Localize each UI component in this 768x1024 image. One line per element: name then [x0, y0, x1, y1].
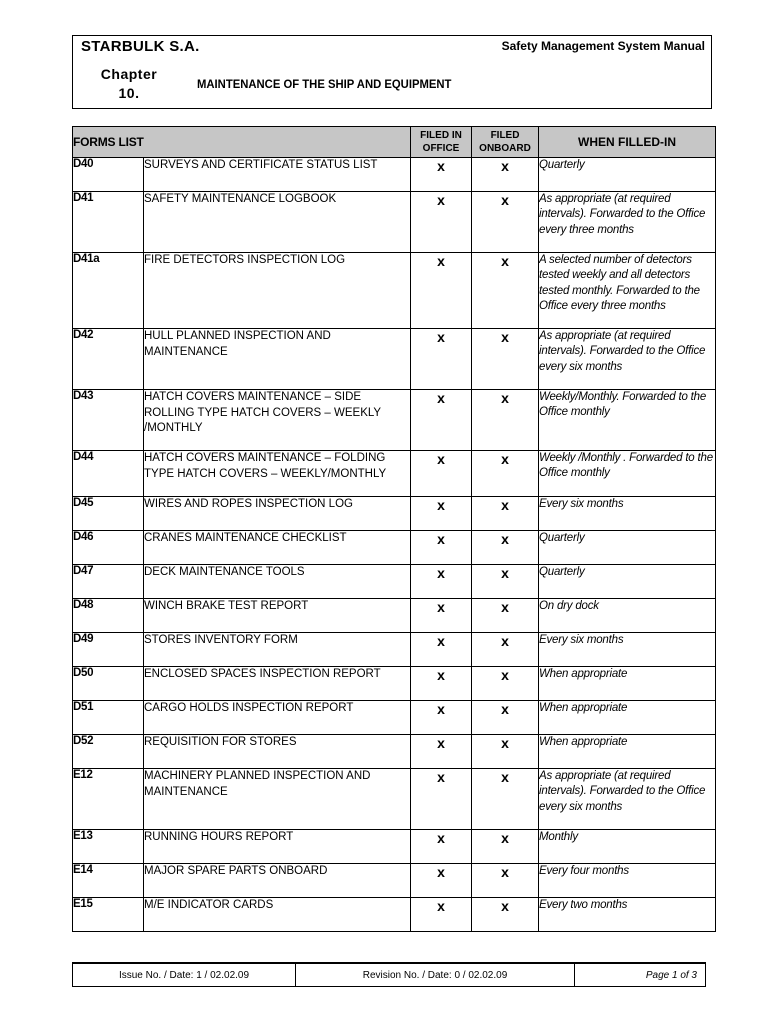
- form-code: D43: [73, 390, 144, 451]
- filed-in-office-mark: [411, 192, 472, 253]
- filed-onboard-mark: [472, 864, 539, 898]
- when-filled-in: Every six months: [539, 497, 716, 531]
- filed-onboard-mark: [472, 599, 539, 633]
- form-name: M/E INDICATOR CARDS: [144, 898, 411, 932]
- table-row: [73, 735, 716, 769]
- header-filed-in-office-line2: OFFICE: [422, 143, 460, 154]
- table-row: [73, 158, 716, 192]
- table-row: [73, 329, 716, 390]
- filed-onboard-mark: [472, 898, 539, 932]
- filed-onboard-mark: [472, 329, 539, 390]
- x-mark-icon: x: [501, 253, 509, 269]
- form-code: D50: [73, 667, 144, 701]
- table-row: [73, 599, 716, 633]
- forms-table: [72, 126, 716, 932]
- when-filled-in: On dry dock: [539, 599, 716, 633]
- filed-in-office-mark: [411, 864, 472, 898]
- x-mark-icon: x: [501, 830, 509, 846]
- when-filled-in: Quarterly: [539, 565, 716, 599]
- when-filled-in: Every six months: [539, 633, 716, 667]
- table-header-row: [73, 127, 716, 158]
- manual-title: Safety Management System Manual: [501, 39, 705, 53]
- table-row: [73, 701, 716, 735]
- x-mark-icon: x: [501, 451, 509, 467]
- when-filled-in: Weekly/Monthly. Forwarded to the Office monthly: [539, 390, 716, 451]
- x-mark-icon: x: [437, 158, 445, 174]
- filed-in-office-mark: [411, 390, 472, 451]
- header-filed-onboard-line2: ONBOARD: [479, 143, 531, 154]
- when-filled-in: Every two months: [539, 898, 716, 932]
- when-filled-in: As appropriate (at required intervals). Forwarded to the Office every six months: [539, 329, 716, 390]
- filed-in-office-mark: [411, 701, 472, 735]
- filed-onboard-mark: [472, 497, 539, 531]
- x-mark-icon: x: [501, 864, 509, 880]
- x-mark-icon: x: [437, 667, 445, 683]
- table-row: [73, 830, 716, 864]
- filed-onboard-mark: [472, 451, 539, 497]
- x-mark-icon: x: [437, 497, 445, 513]
- filed-onboard-mark: [472, 565, 539, 599]
- when-filled-in: Quarterly: [539, 531, 716, 565]
- x-mark-icon: x: [437, 898, 445, 914]
- form-name: FIRE DETECTORS INSPECTION LOG: [144, 253, 411, 329]
- x-mark-icon: x: [437, 329, 445, 345]
- form-name: DECK MAINTENANCE TOOLS: [144, 565, 411, 599]
- when-filled-in: As appropriate (at required intervals). Forwarded to the Office every six months: [539, 769, 716, 830]
- form-name: MAJOR SPARE PARTS ONBOARD: [144, 864, 411, 898]
- filed-onboard-mark: [472, 531, 539, 565]
- header-filed-in-office: [411, 127, 472, 158]
- header-forms-list: FORMS LIST: [73, 127, 411, 158]
- x-mark-icon: x: [501, 565, 509, 581]
- filed-in-office-mark: [411, 667, 472, 701]
- form-name: ENCLOSED SPACES INSPECTION REPORT: [144, 667, 411, 701]
- x-mark-icon: x: [501, 701, 509, 717]
- form-name: CARGO HOLDS INSPECTION REPORT: [144, 701, 411, 735]
- form-code: D41a: [73, 253, 144, 329]
- x-mark-icon: x: [501, 497, 509, 513]
- header-filed-onboard: [472, 127, 539, 158]
- form-code: D44: [73, 451, 144, 497]
- revision-info: Revision No. / Date: 0 / 02.02.09: [296, 964, 575, 986]
- filed-onboard-mark: [472, 253, 539, 329]
- x-mark-icon: x: [437, 531, 445, 547]
- document-header: [72, 35, 712, 109]
- x-mark-icon: x: [437, 769, 445, 785]
- form-name: STORES INVENTORY FORM: [144, 633, 411, 667]
- table-row: [73, 864, 716, 898]
- form-name: RUNNING HOURS REPORT: [144, 830, 411, 864]
- filed-onboard-mark: [472, 830, 539, 864]
- filed-in-office-mark: [411, 633, 472, 667]
- form-name: WIRES AND ROPES INSPECTION LOG: [144, 497, 411, 531]
- form-name: MACHINERY PLANNED INSPECTION AND MAINTENANCE: [144, 769, 411, 830]
- x-mark-icon: x: [501, 667, 509, 683]
- when-filled-in: Monthly: [539, 830, 716, 864]
- filed-onboard-mark: [472, 192, 539, 253]
- filed-onboard-mark: [472, 701, 539, 735]
- form-code: D47: [73, 565, 144, 599]
- table-row: [73, 253, 716, 329]
- table-row: [73, 667, 716, 701]
- x-mark-icon: x: [501, 158, 509, 174]
- chapter-number: 10.: [118, 85, 140, 101]
- table-row: [73, 531, 716, 565]
- filed-in-office-mark: [411, 531, 472, 565]
- filed-in-office-mark: [411, 735, 472, 769]
- form-code: E13: [73, 830, 144, 864]
- x-mark-icon: x: [437, 253, 445, 269]
- table-row: [73, 898, 716, 932]
- x-mark-icon: x: [501, 735, 509, 751]
- filed-onboard-mark: [472, 667, 539, 701]
- company-name: STARBULK S.A.: [81, 38, 200, 55]
- header-filed-onboard-line1: FILED: [490, 130, 520, 141]
- filed-in-office-mark: [411, 599, 472, 633]
- chapter-word: Chapter: [100, 66, 158, 82]
- when-filled-in: As appropriate (at required intervals). Forwarded to the Office every three months: [539, 192, 716, 253]
- header-when-filled-in: WHEN FILLED-IN: [539, 127, 716, 158]
- when-filled-in: When appropriate: [539, 667, 716, 701]
- chapter-title: MAINTENANCE OF THE SHIP AND EQUIPMENT: [197, 77, 452, 91]
- table-row: [73, 390, 716, 451]
- filed-in-office-mark: [411, 329, 472, 390]
- form-name: SAFETY MAINTENANCE LOGBOOK: [144, 192, 411, 253]
- form-code: D40: [73, 158, 144, 192]
- form-name: HATCH COVERS MAINTENANCE – FOLDING TYPE HATCH COVERS – WEEKLY/MONTHLY: [144, 451, 411, 497]
- form-code: E12: [73, 769, 144, 830]
- form-code: D41: [73, 192, 144, 253]
- x-mark-icon: x: [501, 633, 509, 649]
- x-mark-icon: x: [501, 329, 509, 345]
- filed-in-office-mark: [411, 830, 472, 864]
- form-code: D52: [73, 735, 144, 769]
- filed-in-office-mark: [411, 497, 472, 531]
- x-mark-icon: x: [437, 864, 445, 880]
- form-code: E15: [73, 898, 144, 932]
- table-row: [73, 192, 716, 253]
- x-mark-icon: x: [437, 735, 445, 751]
- filed-onboard-mark: [472, 390, 539, 451]
- filed-in-office-mark: [411, 898, 472, 932]
- form-code: D49: [73, 633, 144, 667]
- form-name: HULL PLANNED INSPECTION AND MAINTENANCE: [144, 329, 411, 390]
- filed-onboard-mark: [472, 633, 539, 667]
- x-mark-icon: x: [501, 390, 509, 406]
- form-code: E14: [73, 864, 144, 898]
- filed-in-office-mark: [411, 253, 472, 329]
- x-mark-icon: x: [437, 830, 445, 846]
- filed-onboard-mark: [472, 735, 539, 769]
- table-row: [73, 451, 716, 497]
- table-row: [73, 769, 716, 830]
- filed-in-office-mark: [411, 565, 472, 599]
- header-filed-in-office-line1: FILED IN: [420, 130, 462, 141]
- chapter-label: [89, 65, 169, 103]
- form-code: D48: [73, 599, 144, 633]
- table-row: [73, 565, 716, 599]
- when-filled-in: When appropriate: [539, 735, 716, 769]
- when-filled-in: Weekly /Monthly . Forwarded to the Office monthly: [539, 451, 716, 497]
- form-code: D46: [73, 531, 144, 565]
- filed-in-office-mark: [411, 451, 472, 497]
- x-mark-icon: x: [501, 769, 509, 785]
- x-mark-icon: x: [437, 451, 445, 467]
- form-name: WINCH BRAKE TEST REPORT: [144, 599, 411, 633]
- when-filled-in: Quarterly: [539, 158, 716, 192]
- table-row: [73, 633, 716, 667]
- x-mark-icon: x: [501, 599, 509, 615]
- document-footer: [72, 962, 706, 987]
- forms-table-body: [73, 158, 716, 932]
- form-name: SURVEYS AND CERTIFICATE STATUS LIST: [144, 158, 411, 192]
- x-mark-icon: x: [437, 565, 445, 581]
- page-number: Page 1 of 3: [645, 969, 697, 981]
- form-name: REQUISITION FOR STORES: [144, 735, 411, 769]
- form-code: D42: [73, 329, 144, 390]
- x-mark-icon: x: [501, 898, 509, 914]
- x-mark-icon: x: [437, 192, 445, 208]
- filed-in-office-mark: [411, 158, 472, 192]
- form-code: D51: [73, 701, 144, 735]
- x-mark-icon: x: [501, 192, 509, 208]
- when-filled-in: When appropriate: [539, 701, 716, 735]
- x-mark-icon: x: [437, 701, 445, 717]
- form-name: HATCH COVERS MAINTENANCE – SIDE ROLLING TYPE HATCH COVERS – WEEKLY /MONTHLY: [144, 390, 411, 451]
- form-name: CRANES MAINTENANCE CHECKLIST: [144, 531, 411, 565]
- when-filled-in: A selected number of detectors tested weekly and all detectors tested monthly. Forwarded to the Office every three months: [539, 253, 716, 329]
- x-mark-icon: x: [501, 531, 509, 547]
- filed-in-office-mark: [411, 769, 472, 830]
- filed-onboard-mark: [472, 769, 539, 830]
- x-mark-icon: x: [437, 633, 445, 649]
- issue-info: Issue No. / Date: 1 / 02.02.09: [73, 964, 296, 986]
- table-row: [73, 497, 716, 531]
- when-filled-in: Every four months: [539, 864, 716, 898]
- form-code: D45: [73, 497, 144, 531]
- filed-onboard-mark: [472, 158, 539, 192]
- x-mark-icon: x: [437, 390, 445, 406]
- x-mark-icon: x: [437, 599, 445, 615]
